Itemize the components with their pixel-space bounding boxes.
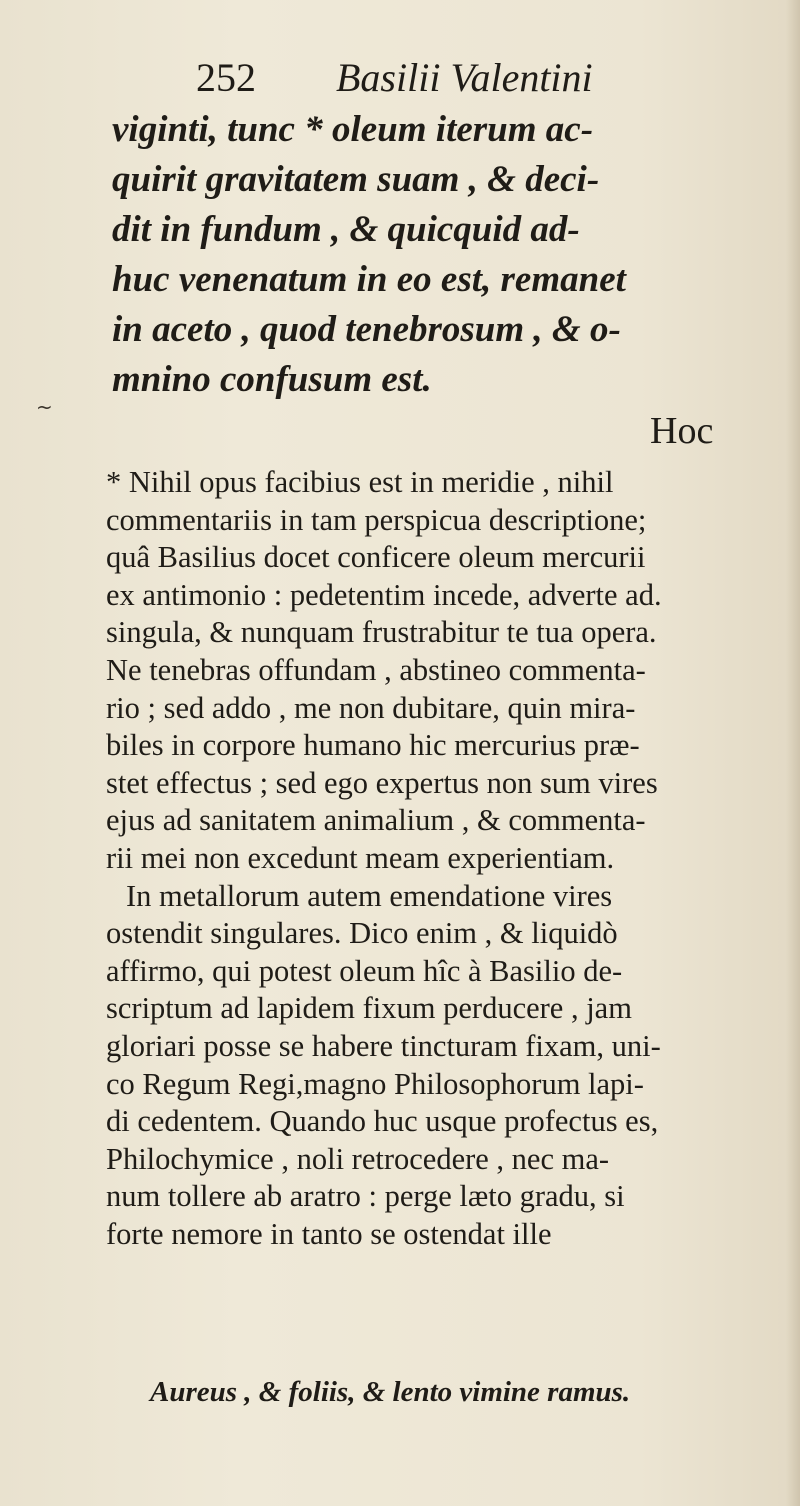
- text-line: dit in fundum , & quicquid ad-: [112, 209, 580, 250]
- text-line: huc venenatum in eo est, remanet: [112, 259, 626, 300]
- text-line: gloriari posse se habere tincturam fixam, uni-: [106, 1028, 661, 1063]
- text-line: rio ; sed addo , me non dubitare, quin mira-: [106, 690, 636, 725]
- text-line: scriptum ad lapidem fixum perducere , jam: [106, 991, 632, 1026]
- text-line: quâ Basilius docet conficere oleum mercurii: [106, 540, 646, 575]
- text-line: rii mei non excedunt meam experientiam.: [106, 840, 615, 875]
- text-line: viginti, tunc * oleum iterum ac-: [112, 109, 594, 150]
- text-line: In metallorum autem emendatione vires: [126, 878, 613, 913]
- text-line: mnino confusum est.: [112, 359, 432, 400]
- text-line: affirmo, qui potest oleum hîc à Basilio de-: [106, 953, 623, 988]
- text-line: in aceto , quod tenebrosum , & o-: [112, 309, 621, 350]
- page-number: 252: [196, 55, 256, 100]
- text-line: biles in corpore humano hic mercurius præ-: [106, 728, 640, 763]
- page-edge-shadow: [786, 0, 800, 1506]
- text-line: ejus ad sanitatem animalium , & commenta-: [106, 803, 646, 838]
- italic-paragraph: [112, 105, 772, 405]
- margin-mark: ~: [36, 395, 53, 419]
- running-title: Basilii Valentini: [336, 55, 593, 100]
- text-line: Philochymice , noli retrocedere , nec ma-: [106, 1141, 610, 1176]
- text-line: Ne tenebras offundam , abstineo commenta-: [106, 652, 646, 687]
- running-head: [196, 48, 756, 108]
- text-line: * Nihil opus facibius est in meridie , nihil: [106, 465, 614, 499]
- catchword: Hoc: [650, 410, 714, 452]
- text-line: ostendit singulares. Dico enim , & liquidò: [106, 916, 618, 951]
- commentary-paragraph: [106, 464, 786, 1253]
- verse-quotation: Aureus , & foliis, & lento vimine ramus.: [150, 1376, 631, 1408]
- text-line: num tollere ab aratro : perge læto gradu, si: [106, 1179, 625, 1214]
- text-line: stet effectus ; sed ego expertus non sum vires: [106, 765, 658, 800]
- text-line: di cedentem. Quando huc usque profectus es,: [106, 1104, 659, 1139]
- text-line: ex antimonio : pedetentim incede, adverte ad.: [106, 577, 662, 612]
- text-line: co Regum Regi,magno Philosophorum lapi-: [106, 1066, 644, 1101]
- text-line: commentariis in tam perspicua descriptione;: [106, 502, 647, 537]
- text-line: forte nemore in tanto se ostendat ille: [106, 1216, 552, 1251]
- text-line: quirit gravitatem suam , & deci-: [112, 159, 600, 200]
- text-line: singula, & nunquam frustrabitur te tua opera.: [106, 615, 657, 650]
